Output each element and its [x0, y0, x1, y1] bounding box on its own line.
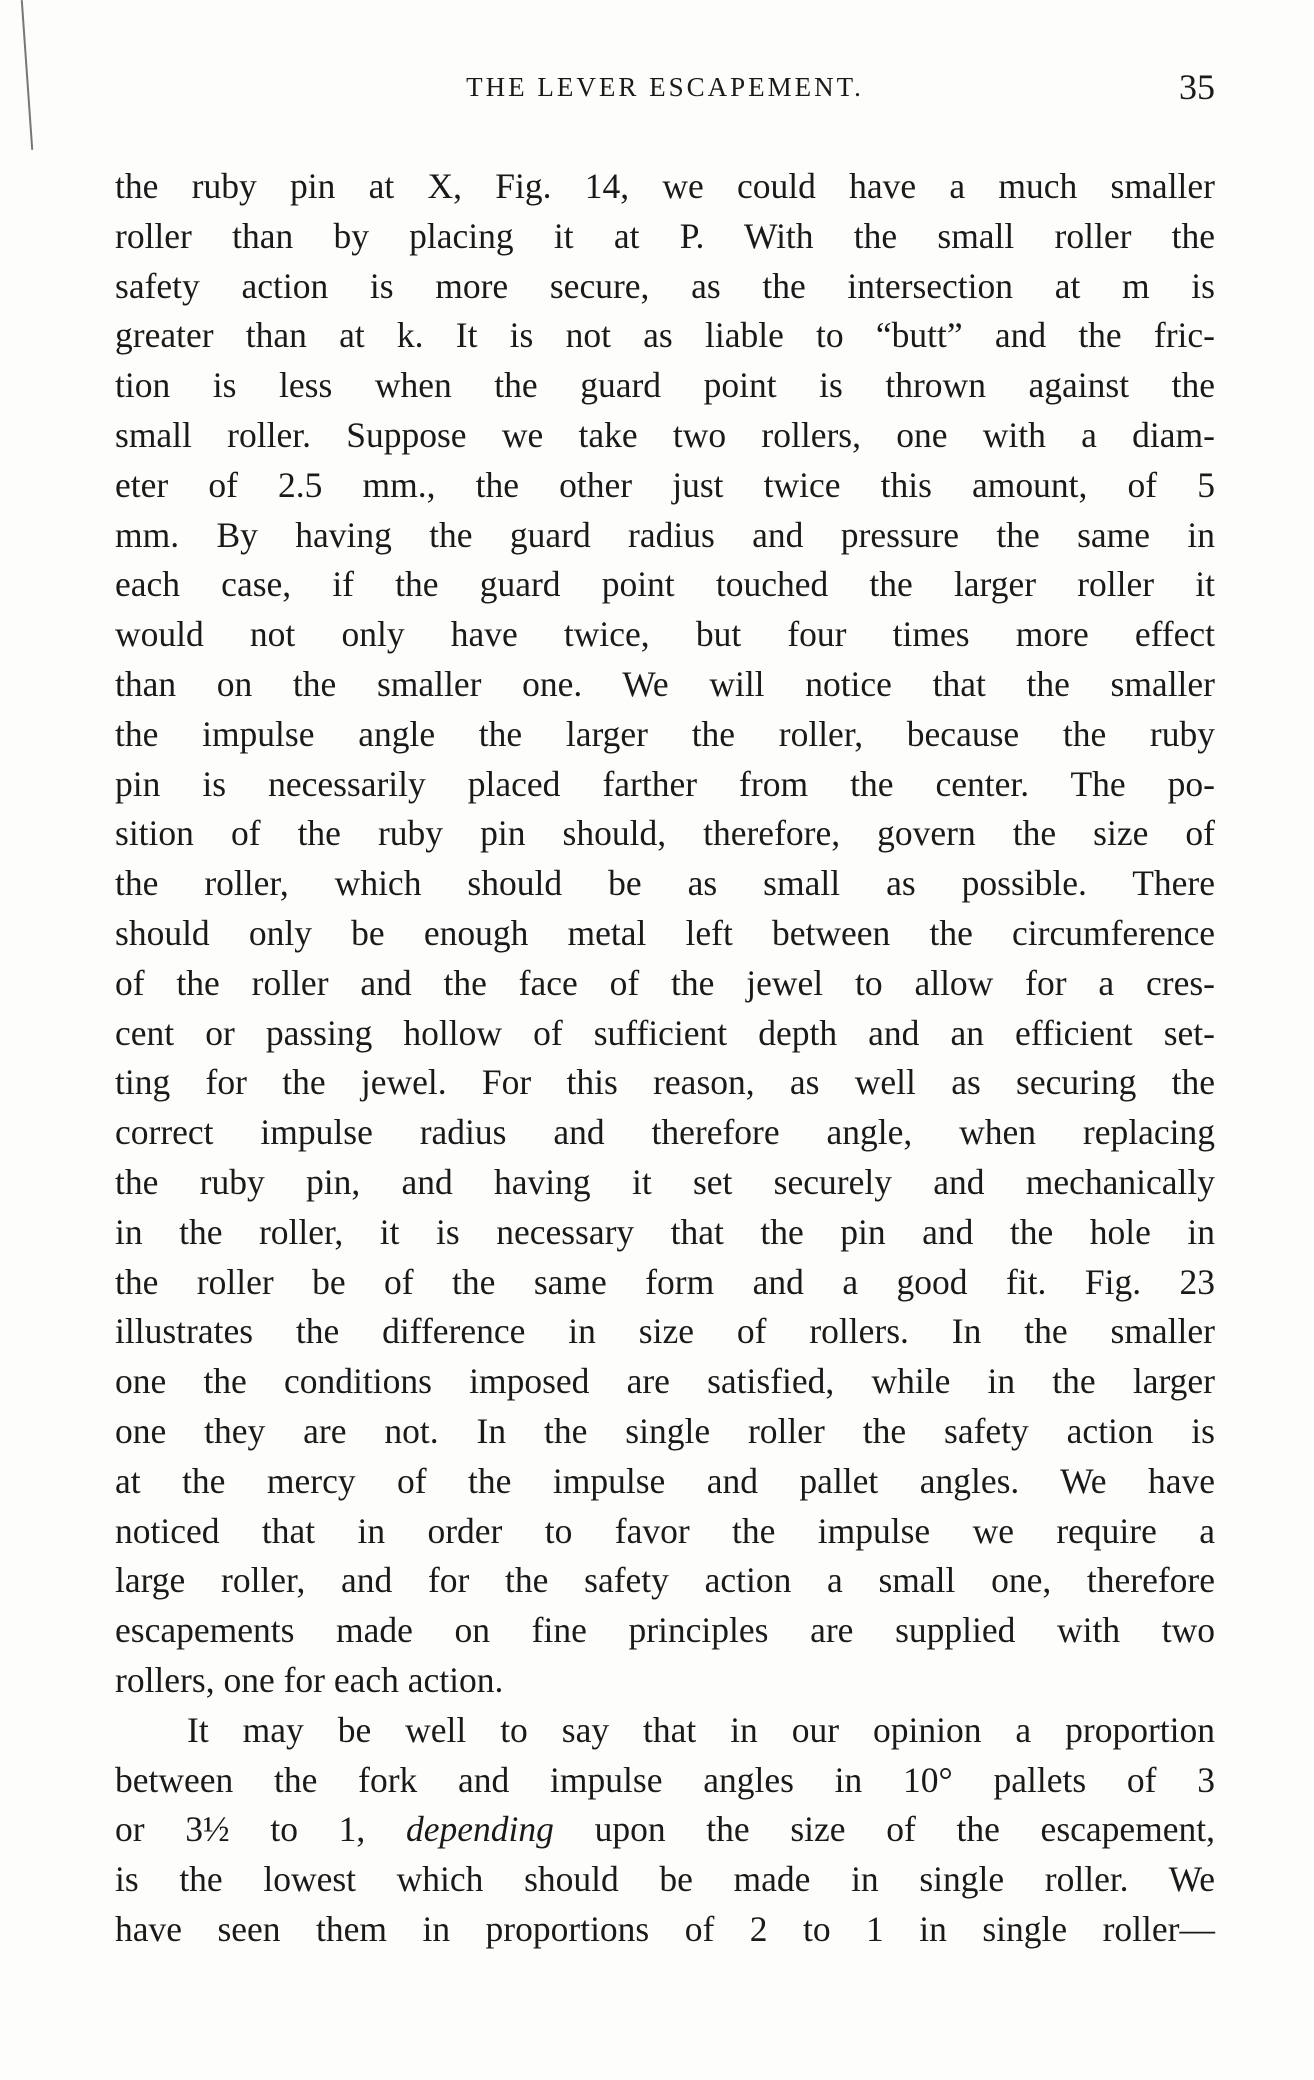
text-line: have seen them in proportions of 2 to 1 in single roller— [115, 1908, 1215, 1949]
text-line: the roller be of the same form and a good fit. Fig. 23 [115, 1261, 1215, 1302]
text-line: illustrates the difference in size of rollers. In the smaller [115, 1311, 1215, 1352]
text-line: small roller. Suppose we take two rollers, one with a diam- [115, 414, 1215, 455]
italic-word: depending [405, 1809, 554, 1850]
text-line: safety action is more secure, as the intersection at m is [115, 265, 1215, 306]
text-line: the ruby pin at X, Fig. 14, we could have a much smaller [115, 166, 1215, 206]
text-line: the roller, which should be as small as possible. There [115, 863, 1215, 904]
text-line: the ruby pin, and having it set securely and mechanically [115, 1161, 1215, 1202]
paragraph-end-line: rollers, one for each action. [115, 1659, 504, 1700]
text-line: noticed that in order to favor the impulse we require a [115, 1510, 1215, 1551]
text-line: of the roller and the face of the jewel to allow for a cres- [115, 962, 1215, 1003]
page-header [115, 66, 1215, 116]
text-line: large roller, and for the safety action a small one, therefore [115, 1560, 1215, 1601]
page-number: 35 [1179, 67, 1215, 107]
text-line: tion is less when the guard point is thrown against the [115, 365, 1215, 406]
text-line: would not only have twice, but four times more effect [115, 614, 1215, 655]
body-text [115, 162, 1215, 1955]
text-line: ting for the jewel. For this reason, as well as securing the [115, 1062, 1215, 1103]
text-line: pin is necessarily placed farther from the center. The po- [115, 763, 1215, 804]
text-line: roller than by placing it at P. With the small roller the [115, 215, 1215, 256]
text-line: one they are not. In the single roller the safety action is [115, 1410, 1215, 1451]
text-line: greater than at k. It is not as liable to “butt” and the fric- [115, 315, 1215, 356]
text-line: escapements made on fine principles are supplied with two [115, 1610, 1215, 1651]
text-line: between the fork and impulse angles in 10° pallets of 3 [115, 1759, 1215, 1800]
text-segment: upon the size of the escapement, [553, 1809, 1216, 1850]
text-line: eter of 2.5 mm., the other just twice this amount, of 5 [115, 464, 1215, 505]
text-line: cent or passing hollow of sufficient depth and an efficient set- [115, 1012, 1215, 1053]
text-line: than on the smaller one. We will notice that the smaller [115, 663, 1215, 704]
text-line: one the conditions imposed are satisfied, while in the larger [115, 1361, 1215, 1402]
text-segment: or 3½ to 1, [115, 1809, 406, 1850]
text-line: in the roller, it is necessary that the pin and the hole in [115, 1211, 1215, 1252]
text-line: at the mercy of the impulse and pallet angles. We have [115, 1460, 1215, 1501]
paragraph-start-line: It may be well to say that in our opinion a proportion [187, 1709, 1215, 1750]
text-line: each case, if the guard point touched the larger roller it [115, 564, 1215, 605]
text-line: correct impulse radius and therefore angle, when replacing [115, 1112, 1215, 1153]
text-line: is the lowest which should be made in single roller. We [115, 1859, 1215, 1900]
scan-edge-mark [21, 0, 33, 150]
text-line: mm. By having the guard radius and pressure the same in [115, 514, 1215, 555]
text-line-with-italic [115, 1805, 1215, 1855]
text-line: sition of the ruby pin should, therefore, govern the size of [115, 813, 1215, 854]
running-head: THE LEVER ESCAPEMENT. [466, 72, 864, 102]
text-line: should only be enough metal left between the circumference [115, 912, 1215, 953]
text-line: the impulse angle the larger the roller, because the ruby [115, 713, 1215, 754]
